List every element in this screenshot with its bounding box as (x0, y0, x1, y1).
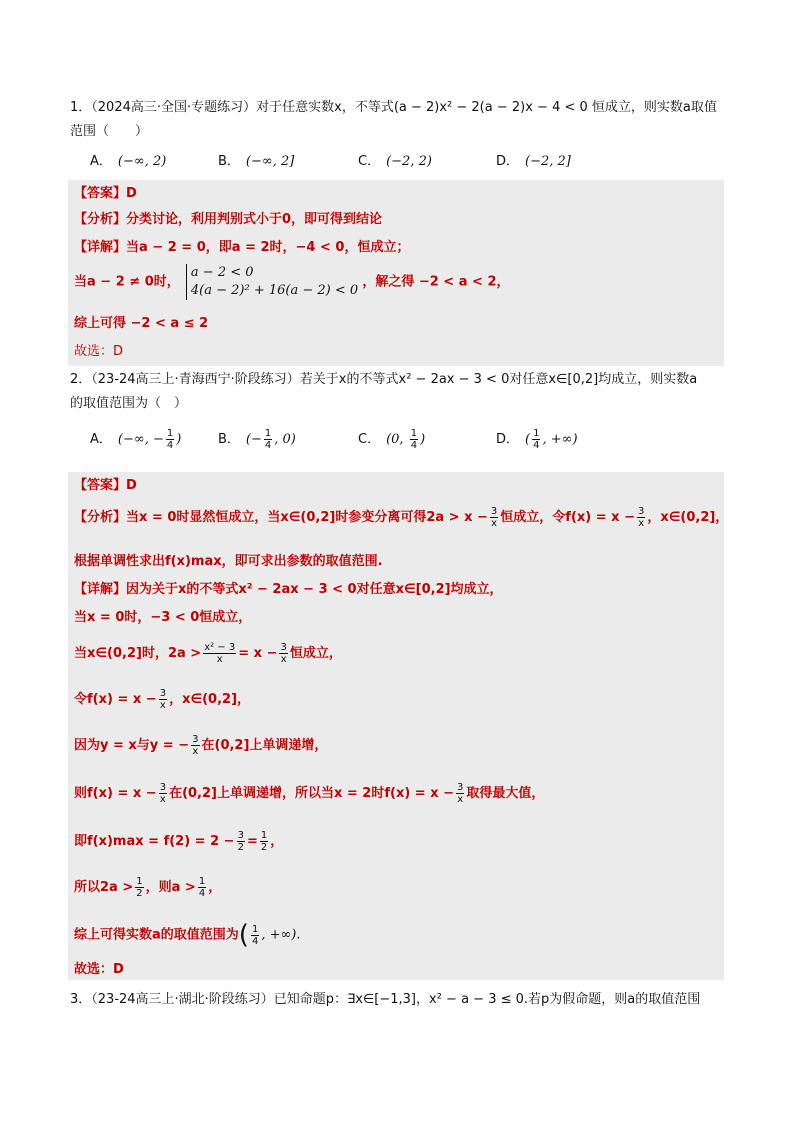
case-text: 当a − 2 ≠ 0时， (74, 274, 180, 290)
detail-text: 在(0,2]上单调递增，所以当x = 2时f(x) = x − (169, 786, 455, 801)
detail-text: 当x = 0时，−3 < 0恒成立， (74, 610, 252, 625)
question-2-text (70, 368, 728, 416)
denominator: x (159, 700, 166, 711)
fraction (279, 642, 287, 665)
denominator: x (457, 794, 464, 805)
choice-left: (0, (386, 432, 408, 447)
choice-a[interactable] (90, 150, 166, 169)
open-paren: ( (238, 920, 249, 950)
choice-label: A． (90, 154, 112, 169)
choice-right: ) (420, 432, 426, 447)
choice-label: C． (358, 154, 381, 169)
detail-text: 即f(x)max = f(2) = 2 − (74, 834, 235, 849)
numerator: x² − 3 (204, 642, 236, 653)
fraction (135, 876, 143, 899)
fraction (637, 506, 645, 529)
choice-left: (− (245, 432, 262, 447)
denominator: x (280, 654, 287, 665)
detail-text: 当x∈(0,2]时，2a > (74, 646, 202, 661)
denominator: x (491, 518, 498, 529)
fraction (237, 830, 245, 853)
choice-value: (−2, 2] (525, 154, 571, 169)
q1-conclusion (74, 312, 208, 331)
choice-label: D． (496, 432, 520, 447)
fraction (490, 506, 498, 529)
numerator: 1 (260, 830, 268, 841)
analysis-text: ，x∈(0,2]， (647, 510, 729, 525)
detail-text: 所以2a > (74, 880, 134, 895)
q1-answer (74, 182, 137, 201)
q2-detail-4 (74, 688, 250, 711)
denominator: 4 (198, 888, 206, 899)
q2-detail-8 (74, 876, 221, 899)
choice-label: A． (90, 432, 112, 447)
detail-text: = x − (238, 646, 278, 661)
question-2-line1: 2．（23-24高三上·青海西宁·阶段练习）若关于x的不等式x² − 2ax − 3 < 0对任意x∈[0,2]均成立，则实数a (70, 372, 698, 387)
denominator: 4 (264, 440, 272, 451)
detail-text: 则f(x) = x − (74, 786, 157, 801)
choice-left: ( (525, 432, 531, 447)
analysis-label: 【分析】 (74, 212, 127, 227)
detail-text: 恒成立， (289, 646, 342, 661)
denominator: 4 (251, 935, 259, 947)
question-3-line1: 3．（23-24高三上·湖北·阶段练习）已知命题p：∃x∈[−1,3]，x² − a − 3 ≤ 0.若p为假命题，则a的取值范围 (70, 992, 701, 1007)
system-line-2: 4(a − 2)² + 16(a − 2) < 0 (190, 283, 359, 298)
q2-detail-6 (74, 782, 544, 805)
detail-text: 因为y = x与y = − (74, 738, 190, 753)
numerator: 1 (136, 876, 143, 887)
choice-right: , +∞) (542, 432, 578, 447)
numerator: 3 (159, 688, 167, 699)
analysis-text: 恒成立，令f(x) = x − (500, 510, 635, 525)
question-1-choices (90, 150, 710, 176)
select-text: 故选：D (74, 344, 124, 359)
denominator: 4 (410, 440, 418, 451)
choice-value: (−∞, 2] (245, 154, 295, 169)
numerator: 3 (159, 782, 167, 793)
fraction (159, 782, 167, 805)
question-2-line2: 的取值范围为（ ） (70, 396, 188, 411)
detail-text: 取得最大值， (466, 786, 545, 801)
question-1-line2: 范围（ ） (70, 124, 149, 139)
choice-b[interactable] (218, 150, 294, 169)
choice-a[interactable] (90, 428, 181, 451)
answer-label: 【答案】 (74, 186, 127, 201)
choice-b[interactable] (218, 428, 296, 451)
solve-text: ，解之得 −2 < a < 2， (362, 274, 510, 290)
select-text: 故选：D (74, 962, 124, 977)
numerator: 3 (237, 830, 244, 841)
detail-text: ， (208, 880, 222, 895)
numerator: 1 (166, 428, 174, 439)
answer-label: 【答案】 (74, 478, 127, 493)
detail-text: 当a − 2 = 0，即a = 2时，−4 < 0，恒成立； (126, 240, 410, 255)
q2-detail-2 (74, 606, 251, 625)
question-1-text (70, 96, 728, 144)
denominator: 4 (166, 440, 174, 451)
question-2-solution-box (68, 472, 724, 980)
q1-detail (74, 236, 409, 255)
denominator: x (159, 794, 166, 805)
answer-value: D (126, 478, 137, 493)
q2-answer (74, 474, 137, 493)
q2-analysis-2 (74, 550, 383, 569)
choice-d[interactable] (496, 428, 578, 451)
fraction (532, 428, 540, 451)
numerator: 1 (251, 923, 259, 935)
detail-label: 【详解】 (74, 582, 127, 597)
choice-label: B． (218, 432, 240, 447)
fraction (260, 830, 268, 853)
choice-right: , 0) (274, 432, 296, 447)
q2-detail-9 (74, 920, 301, 950)
numerator: 3 (192, 734, 199, 745)
detail-text: ，x∈(0,2]， (169, 692, 251, 707)
numerator: 1 (264, 428, 272, 439)
detail-text: 因为关于x的不等式x² − 2ax − 3 < 0对任意x∈[0,2]均成立， (126, 582, 503, 597)
q2-detail (74, 578, 503, 597)
choice-right: ) (176, 432, 182, 447)
fraction (251, 924, 259, 947)
numerator: 1 (198, 876, 206, 887)
q2-select (74, 958, 124, 977)
fraction (191, 734, 199, 757)
q1-detail-case2 (74, 264, 509, 300)
denominator: x (192, 746, 199, 757)
question-2-choices (90, 428, 710, 464)
choice-label: D． (496, 154, 520, 169)
question-1-line1: 1．（2024高三·全国·专题练习）对于任意实数x，不等式(a − 2)x² − 2(a − 2)x − 4 < 0 恒成立，则实数a取值 (70, 100, 717, 115)
fraction (159, 688, 167, 711)
choice-label: C． (358, 432, 381, 447)
choice-label: B． (218, 154, 240, 169)
q2-analysis (74, 506, 728, 529)
detail-text: = (246, 834, 258, 849)
denominator: 2 (237, 842, 244, 853)
detail-label: 【详解】 (74, 240, 127, 255)
q2-detail-3 (74, 642, 342, 665)
analysis-text: 当x = 0时显然恒成立，当x∈(0,2]时参变分离可得2a > x − (126, 510, 488, 525)
q1-select (74, 340, 123, 359)
fraction (198, 876, 206, 899)
denominator: 2 (260, 842, 268, 853)
denominator: x (638, 518, 645, 529)
denominator: 4 (533, 440, 540, 451)
numerator: 3 (637, 506, 645, 517)
detail-text: 在(0,2]上单调递增， (201, 738, 328, 753)
question-3-text (70, 988, 728, 1012)
choice-c[interactable] (358, 150, 432, 169)
detail-text: 综上可得实数a的取值范围为 (74, 927, 239, 943)
numerator: 3 (457, 782, 464, 793)
answer-value: D (126, 186, 137, 201)
choice-value: (−2, 2) (386, 154, 432, 169)
inequality-system (186, 264, 358, 300)
interval-end: , +∞) (261, 927, 297, 943)
denominator: 2 (136, 888, 143, 899)
fraction (410, 428, 418, 451)
fraction (264, 428, 272, 451)
numerator: 1 (410, 428, 418, 439)
period: . (296, 927, 301, 943)
choice-c[interactable] (358, 428, 425, 451)
fraction (203, 642, 236, 665)
choice-left: (−∞, − (117, 432, 164, 447)
numerator: 1 (533, 428, 540, 439)
fraction (456, 782, 464, 805)
numerator: 3 (280, 642, 287, 653)
analysis-text: 分类讨论，利用判别式小于0，即可得到结论 (126, 212, 383, 227)
detail-text: 令f(x) = x − (74, 692, 157, 707)
q2-detail-5 (74, 734, 327, 757)
q1-analysis (74, 208, 382, 227)
detail-text: ， (270, 834, 284, 849)
fraction (166, 428, 174, 451)
numerator: 3 (490, 506, 498, 517)
system-line-1: a − 2 < 0 (190, 265, 254, 280)
q2-detail-7 (74, 830, 283, 853)
choice-value: (−∞, 2) (117, 154, 167, 169)
denominator: x (216, 654, 223, 665)
analysis-label: 【分析】 (74, 510, 127, 525)
detail-text: ，则a > (145, 880, 196, 895)
analysis-text: 根据单调性求出f(x)max，即可求出参数的取值范围. (74, 554, 383, 569)
choice-d[interactable] (496, 150, 571, 169)
conclusion-text: 综上可得 −2 < a ≤ 2 (74, 316, 209, 331)
